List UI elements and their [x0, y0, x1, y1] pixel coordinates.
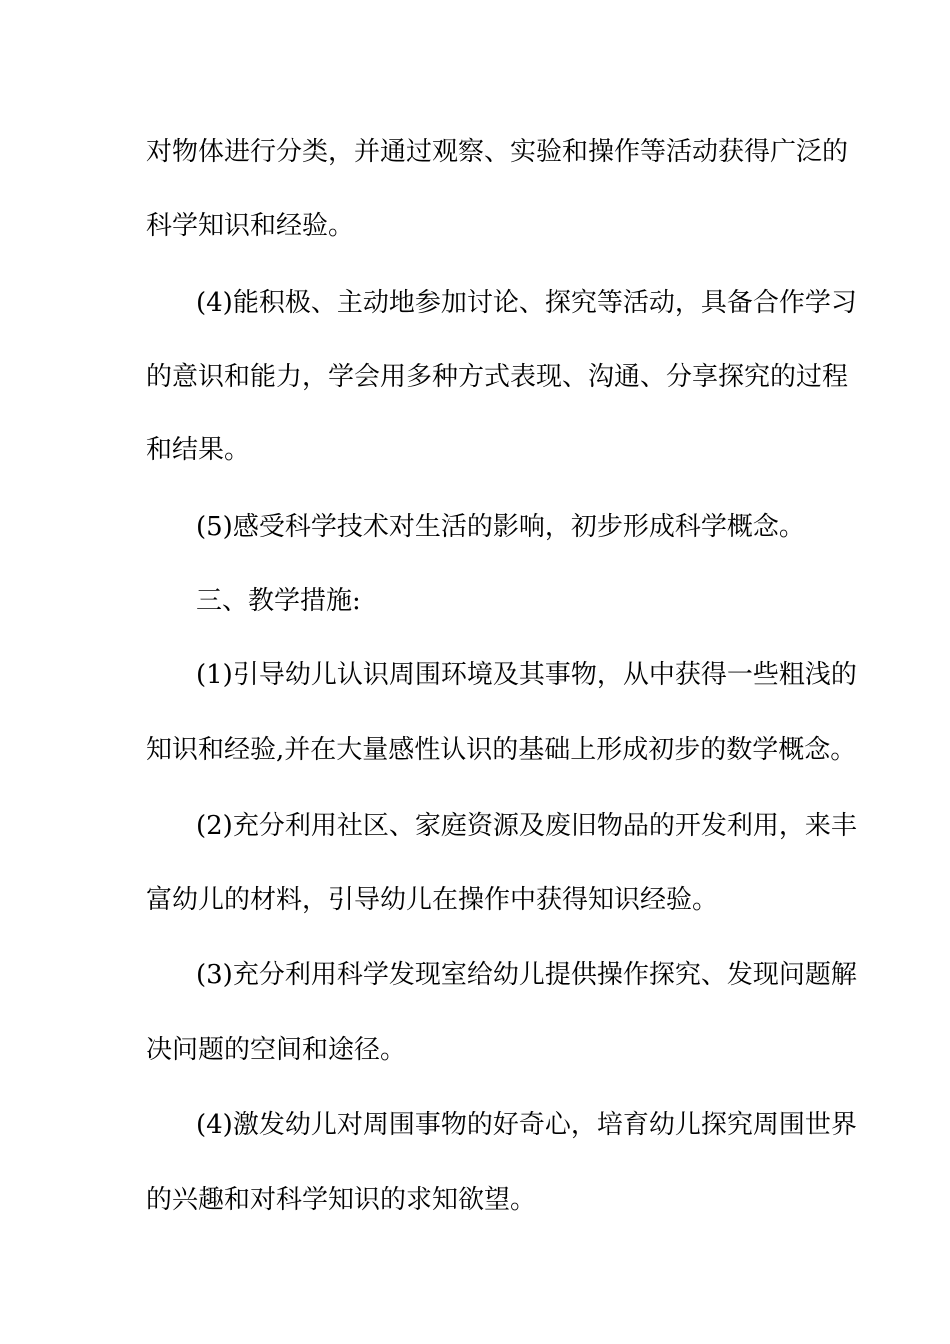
text-line: 科学知识和经验。 [146, 211, 355, 241]
paragraph-start: (4)激发幼儿对周围事物的好奇心，培育幼儿探究周围世界 [196, 1110, 857, 1140]
text-line: 的兴趣和对科学知识的求知欲望。 [146, 1185, 537, 1215]
text-line: 决问题的空间和途径。 [146, 1035, 407, 1065]
paragraph-start: (1)引导幼儿认识周围环境及其事物，从中获得一些粗浅的 [196, 660, 857, 690]
paragraph-start: (3)充分利用科学发现室给幼儿提供操作探究、发现问题解 [196, 960, 857, 990]
paragraph-start: (2)充分利用社区、家庭资源及废旧物品的开发利用，来丰 [196, 811, 857, 841]
paragraph-start: (4)能积极、主动地参加讨论、探究等活动，具备合作学习 [196, 288, 857, 318]
text-line: 的意识和能力，学会用多种方式表现、沟通、分享探究的过程 [146, 362, 849, 392]
text-line: 知识和经验,并在大量感性认识的基础上形成初步的数学概念。 [146, 735, 857, 765]
section-heading: 三、教学措施: [196, 586, 361, 616]
text-line: 对物体进行分类，并通过观察、实验和操作等活动获得广泛的 [146, 137, 849, 167]
text-line: 富幼儿的材料，引导幼儿在操作中获得知识经验。 [146, 885, 719, 915]
text-line: 和结果。 [146, 435, 251, 465]
paragraph-start: (5)感受科学技术对生活的影响，初步形成科学概念。 [196, 512, 805, 542]
